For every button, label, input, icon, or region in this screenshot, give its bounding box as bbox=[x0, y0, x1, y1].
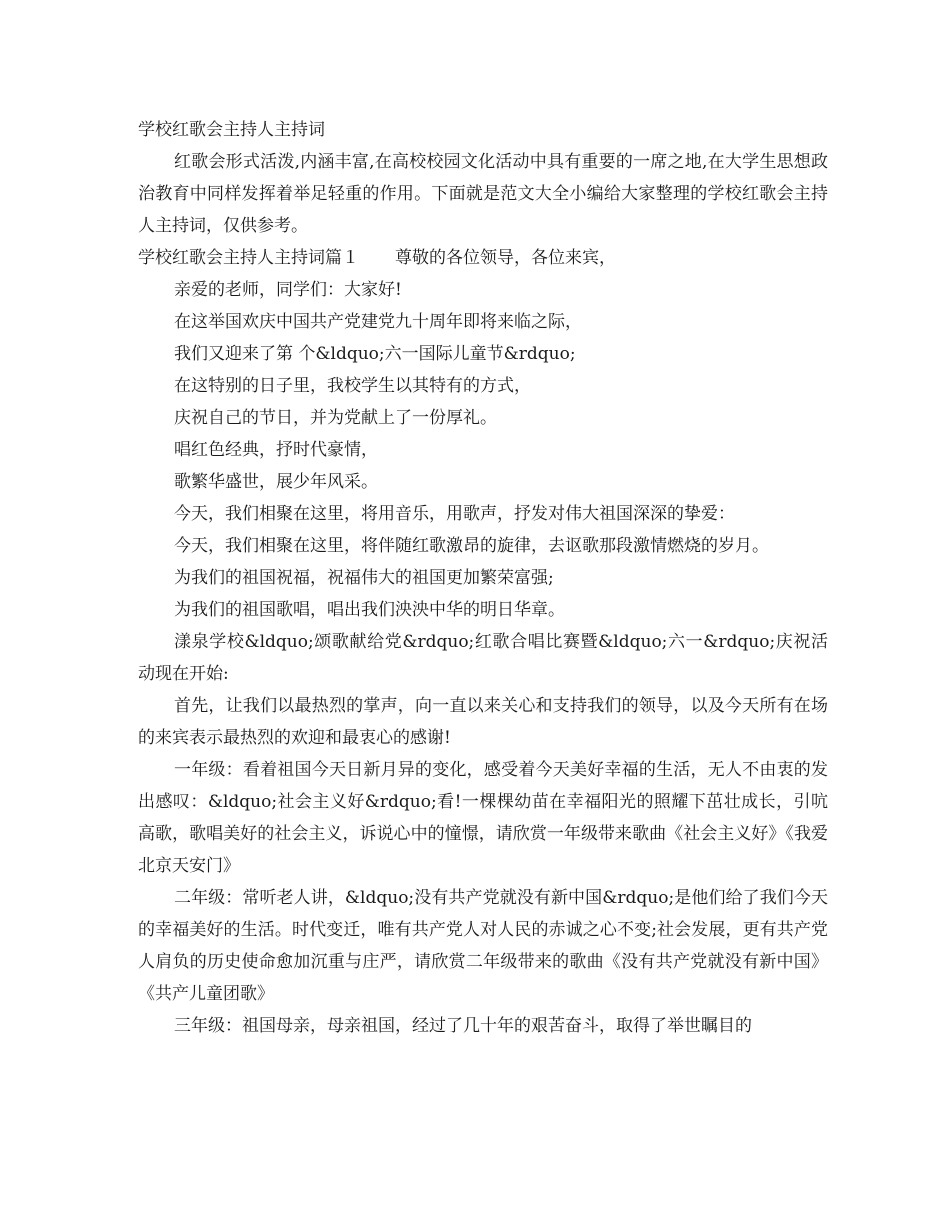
text-line: 在这举国欢庆中国共产党建党九十周年即将来临之际， bbox=[174, 312, 582, 332]
text-line: 亲爱的老师，同学们：大家好! bbox=[174, 280, 402, 300]
section-heading-line bbox=[138, 242, 828, 274]
section-heading: 学校红歌会主持人主持词篇１ bbox=[138, 248, 359, 268]
text-line: 为我们的祖国祝福，祝福伟大的祖国更加繁荣富强; bbox=[174, 568, 554, 588]
text-line: 歌繁华盛世，展少年风采。 bbox=[174, 472, 378, 492]
intro-paragraph: 红歌会形式活泼,内涵丰富,在高校校园文化活动中具有重要的一席之地,在大学生思想政治教育中同样发挥着举足轻重的作用。下面就是范文大全小编给大家整理的学校红歌会主持人主持词，仅供参考。 bbox=[138, 152, 828, 236]
text-line: 为我们的祖国歌唱，唱出我们泱泱中华的明日华章。 bbox=[174, 600, 565, 620]
body-paragraph: 漾泉学校&ldquo;颂歌献给党&rdquo;红歌合唱比赛暨&ldquo;六一&rdquo;庆祝活动现在开始: bbox=[138, 632, 828, 684]
body-paragraph: 一年级：看着祖国今天日新月异的变化，感受着今天美好幸福的生活，无人不由衷的发出感叹：&ldquo;社会主义好&rdquo;看!一棵棵幼苗在幸福阳光的照耀下茁壮成长，引吭高歌，歌唱美好的社会主义，诉说心中的憧憬，请欣赏一年级带来歌曲《社会主义好》《我爱北京天安门》 bbox=[138, 760, 828, 876]
text-line: 在这特别的日子里，我校学生以其特有的方式， bbox=[174, 376, 531, 396]
body-paragraph: 三年级：祖国母亲，母亲祖国，经过了几十年的艰苦奋斗，取得了举世瞩目的 bbox=[174, 1016, 752, 1036]
text-line: 今天，我们相聚在这里，将用音乐，用歌声，抒发对伟大祖国深深的挚爱： bbox=[174, 504, 735, 524]
document-title: 学校红歌会主持人主持词 bbox=[138, 120, 325, 140]
document-body bbox=[138, 114, 828, 1042]
text-line: 我们又迎来了第 个&ldquo;六一国际儿童节&rdquo; bbox=[174, 344, 576, 364]
section-heading-tail: 尊敬的各位领导，各位来宾， bbox=[395, 248, 616, 268]
body-paragraph: 首先，让我们以最热烈的掌声，向一直以来关心和支持我们的领导，以及今天所有在场的来宾表示最热烈的欢迎和最衷心的感谢! bbox=[138, 696, 828, 748]
text-line: 今天，我们相聚在这里，将伴随红歌激昂的旋律，去讴歌那段激情燃烧的岁月。 bbox=[174, 536, 769, 556]
text-line: 庆祝自己的节日，并为党献上了一份厚礼。 bbox=[174, 408, 497, 428]
text-line: 唱红色经典，抒时代豪情， bbox=[174, 440, 378, 460]
body-paragraph: 二年级：常听老人讲，&ldquo;没有共产党就没有新中国&rdquo;是他们给了我们今天的幸福美好的生活。时代变迁，唯有共产党人对人民的赤诚之心不变;社会发展，更有共产党人肩负的历史使命愈加沉重与庄严，请欣赏二年级带来的歌曲《没有共产党就没有新中国》《共产儿童团歌》 bbox=[138, 888, 828, 1004]
